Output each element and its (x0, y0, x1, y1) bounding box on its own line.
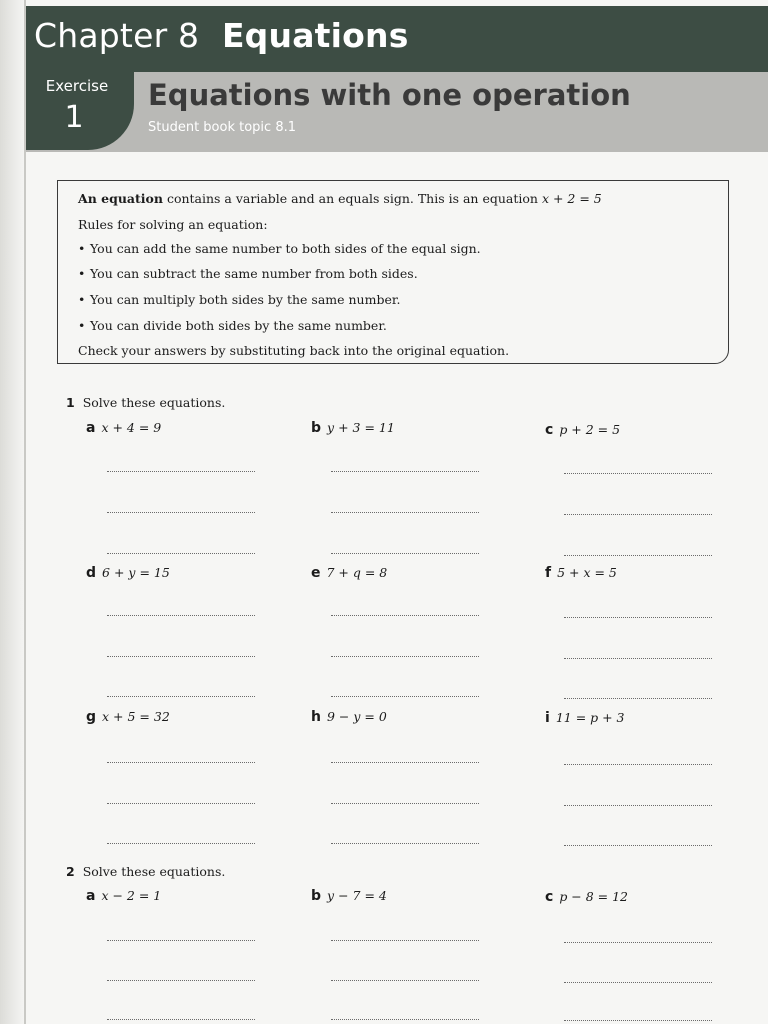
answer-line[interactable] (107, 1019, 255, 1020)
question-2c: c p − 8 = 12 (545, 889, 629, 905)
answer-line[interactable] (331, 762, 479, 763)
chapter-title (34, 16, 409, 55)
bullet-icon: • (78, 241, 86, 256)
rule-item: • You can add the same number to both sides of the equal sign. (78, 241, 481, 256)
answer-line[interactable] (331, 553, 479, 554)
answer-line[interactable] (564, 845, 712, 846)
equation: 6 + y = 15 (102, 565, 170, 580)
rules-box (57, 180, 729, 364)
question-number: 1 (66, 395, 75, 410)
answer-line[interactable] (107, 762, 255, 763)
question-1h: h 9 − y = 0 (311, 709, 387, 725)
equation: p − 8 = 12 (559, 889, 629, 904)
exercise-label: Exercise (45, 77, 109, 95)
page-binding-line (24, 0, 26, 1024)
answer-line[interactable] (331, 980, 479, 981)
page-binding-edge (0, 0, 26, 1024)
equation: p + 2 = 5 (559, 422, 621, 437)
answer-line[interactable] (107, 696, 255, 697)
question-prompt: Solve these equations. (82, 864, 226, 879)
question-1d: d 6 + y = 15 (86, 565, 170, 581)
answer-line[interactable] (564, 514, 712, 515)
answer-line[interactable] (331, 940, 479, 941)
question-2b: b y − 7 = 4 (311, 888, 387, 904)
answer-line[interactable] (564, 764, 712, 765)
equation: 5 + x = 5 (557, 565, 617, 580)
answer-line[interactable] (564, 473, 712, 474)
rule-item: • You can multiply both sides by the same number. (78, 292, 401, 307)
answer-line[interactable] (564, 555, 712, 556)
bullet-icon: • (78, 266, 86, 281)
answer-line[interactable] (107, 615, 255, 616)
answer-line[interactable] (331, 843, 479, 844)
equation: y + 3 = 11 (327, 420, 395, 435)
rules-heading: Rules for solving an equation: (78, 217, 268, 232)
exercise-title: Equations with one operation (148, 78, 631, 112)
answer-line[interactable] (331, 512, 479, 513)
equation: 11 = p + 3 (555, 710, 625, 725)
answer-line[interactable] (331, 1019, 479, 1020)
bullet-icon: • (78, 318, 86, 333)
answer-line[interactable] (564, 698, 712, 699)
check-instruction: Check your answers by substituting back into the original equation. (78, 343, 510, 358)
answer-line[interactable] (107, 656, 255, 657)
answer-line[interactable] (331, 615, 479, 616)
equation: 9 − y = 0 (326, 709, 387, 724)
equation: x − 2 = 1 (101, 888, 162, 903)
exercise-number: 1 (64, 100, 84, 135)
exercise-subtitle: Student book topic 8.1 (148, 120, 296, 135)
answer-line[interactable] (107, 471, 255, 472)
question-1-header (66, 395, 225, 410)
exercise-tab (26, 72, 134, 150)
definition-text: contains a variable and an equals sign. This is an equation (162, 191, 542, 206)
question-1f: f 5 + x = 5 (545, 565, 617, 581)
chapter-name: Equations (221, 16, 409, 55)
question-1b: b y + 3 = 11 (311, 420, 395, 436)
answer-line[interactable] (107, 980, 255, 981)
equation: 7 + q = 8 (326, 565, 388, 580)
equation: y − 7 = 4 (327, 888, 387, 903)
question-1a: a x + 4 = 9 (86, 420, 162, 436)
answer-line[interactable] (564, 617, 712, 618)
bullet-icon: • (78, 292, 86, 307)
example-equation: x + 2 = 5 (541, 191, 602, 206)
answer-line[interactable] (107, 512, 255, 513)
question-1i: i 11 = p + 3 (545, 710, 625, 726)
answer-line[interactable] (564, 658, 712, 659)
answer-line[interactable] (564, 1020, 712, 1021)
question-prompt: Solve these equations. (82, 395, 226, 410)
chapter-number: Chapter 8 (34, 16, 200, 55)
answer-line[interactable] (564, 982, 712, 983)
chapter-header (26, 6, 768, 72)
rule-item: • You can divide both sides by the same number. (78, 318, 387, 333)
question-1c: c p + 2 = 5 (545, 422, 621, 438)
exercise-header (26, 72, 768, 152)
answer-line[interactable] (107, 803, 255, 804)
definition-line (78, 191, 602, 206)
question-1g: g x + 5 = 32 (86, 709, 170, 725)
answer-line[interactable] (107, 843, 255, 844)
answer-line[interactable] (564, 805, 712, 806)
rule-item: • You can subtract the same number from both sides. (78, 266, 418, 281)
answer-line[interactable] (331, 696, 479, 697)
answer-line[interactable] (107, 553, 255, 554)
question-2a: a x − 2 = 1 (86, 888, 162, 904)
answer-line[interactable] (107, 940, 255, 941)
answer-line[interactable] (564, 942, 712, 943)
equation: x + 4 = 9 (101, 420, 162, 435)
definition-term: An equation (78, 191, 163, 206)
question-number: 2 (66, 864, 75, 879)
answer-line[interactable] (331, 656, 479, 657)
question-2-header (66, 864, 225, 879)
question-1e: e 7 + q = 8 (311, 565, 388, 581)
equation: x + 5 = 32 (102, 709, 170, 724)
answer-line[interactable] (331, 471, 479, 472)
answer-line[interactable] (331, 803, 479, 804)
